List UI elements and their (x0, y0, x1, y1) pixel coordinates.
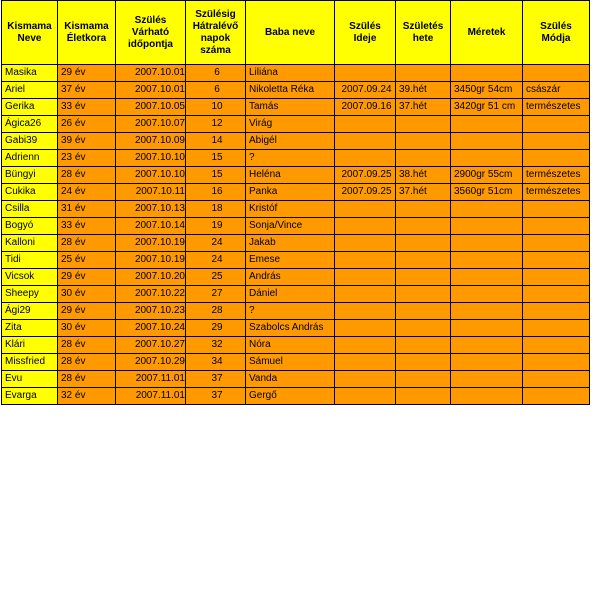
cell-days-left[interactable]: 18 (186, 201, 246, 218)
cell-birth-mode[interactable]: természetes (523, 167, 590, 184)
cell-mother-age[interactable]: 28 év (58, 354, 116, 371)
cell-birth-week[interactable] (396, 150, 451, 167)
cell-measurements[interactable]: 3450gr 54cm (451, 82, 523, 99)
cell-birth-week[interactable]: 38.hét (396, 167, 451, 184)
cell-measurements[interactable] (451, 269, 523, 286)
cell-measurements[interactable] (451, 116, 523, 133)
cell-birth-week[interactable]: 37.hét (396, 184, 451, 201)
cell-mother-name[interactable]: Bogyó (2, 218, 58, 235)
cell-mother-name[interactable]: Ariel (2, 82, 58, 99)
cell-birth-week[interactable] (396, 235, 451, 252)
cell-baby-name[interactable]: Dániel (246, 286, 335, 303)
cell-mother-name[interactable]: Evu (2, 371, 58, 388)
cell-days-left[interactable]: 37 (186, 388, 246, 405)
cell-measurements[interactable] (451, 371, 523, 388)
cell-baby-name[interactable]: Tamás (246, 99, 335, 116)
cell-birth-mode[interactable] (523, 218, 590, 235)
cell-baby-name[interactable]: ? (246, 150, 335, 167)
cell-days-left[interactable]: 32 (186, 337, 246, 354)
cell-birth-date[interactable] (335, 218, 396, 235)
cell-birth-date[interactable] (335, 65, 396, 82)
cell-due-date[interactable]: 2007.10.11 (116, 184, 186, 201)
cell-due-date[interactable]: 2007.11.01 (116, 388, 186, 405)
cell-due-date[interactable]: 2007.10.10 (116, 167, 186, 184)
cell-birth-mode[interactable] (523, 320, 590, 337)
table-row (2, 337, 590, 354)
cell-mother-age[interactable]: 31 év (58, 201, 116, 218)
cell-measurements[interactable] (451, 218, 523, 235)
cell-days-left[interactable]: 27 (186, 286, 246, 303)
cell-due-date[interactable]: 2007.11.01 (116, 371, 186, 388)
cell-measurements[interactable] (451, 286, 523, 303)
cell-mother-age[interactable]: 39 év (58, 133, 116, 150)
table-row (2, 65, 590, 82)
cell-birth-date[interactable] (335, 252, 396, 269)
cell-birth-date[interactable] (335, 286, 396, 303)
table-row (2, 354, 590, 371)
cell-days-left[interactable]: 25 (186, 269, 246, 286)
table-row (2, 235, 590, 252)
cell-baby-name[interactable]: Abigél (246, 133, 335, 150)
cell-mother-age[interactable]: 30 év (58, 286, 116, 303)
cell-birth-week[interactable] (396, 354, 451, 371)
header-mother-age: Kismama Életkora (58, 1, 116, 65)
cell-birth-date[interactable] (335, 269, 396, 286)
cell-birth-date[interactable] (335, 371, 396, 388)
cell-birth-mode[interactable] (523, 65, 590, 82)
header-measurements: Méretek (451, 1, 523, 65)
cell-due-date[interactable]: 2007.10.14 (116, 218, 186, 235)
table-row (2, 167, 590, 184)
cell-baby-name[interactable]: Kristóf (246, 201, 335, 218)
cell-birth-week[interactable] (396, 116, 451, 133)
table-row (2, 286, 590, 303)
cell-baby-name[interactable]: Szabolcs András (246, 320, 335, 337)
cell-measurements[interactable] (451, 235, 523, 252)
cell-birth-week[interactable] (396, 286, 451, 303)
cell-baby-name[interactable]: Sonja/Vince (246, 218, 335, 235)
cell-baby-name[interactable]: Gergő (246, 388, 335, 405)
cell-measurements[interactable] (451, 303, 523, 320)
header-baby-name: Baba neve (246, 1, 335, 65)
cell-measurements[interactable] (451, 150, 523, 167)
cell-birth-mode[interactable] (523, 269, 590, 286)
cell-baby-name[interactable]: Nikoletta Réka (246, 82, 335, 99)
table-row (2, 133, 590, 150)
cell-mother-name[interactable]: Tidi (2, 252, 58, 269)
cell-baby-name[interactable]: Vanda (246, 371, 335, 388)
cell-mother-name[interactable]: Zita (2, 320, 58, 337)
cell-birth-date[interactable]: 2007.09.25 (335, 167, 396, 184)
cell-birth-week[interactable] (396, 269, 451, 286)
cell-birth-date[interactable] (335, 337, 396, 354)
cell-birth-week[interactable] (396, 65, 451, 82)
cell-measurements[interactable] (451, 337, 523, 354)
header-birth-date: Szülés Ideje (335, 1, 396, 65)
cell-mother-age[interactable]: 29 év (58, 303, 116, 320)
cell-baby-name[interactable]: András (246, 269, 335, 286)
cell-days-left[interactable]: 37 (186, 371, 246, 388)
cell-baby-name[interactable]: Emese (246, 252, 335, 269)
cell-mother-name[interactable]: Gerika (2, 99, 58, 116)
cell-mother-name[interactable]: Adrienn (2, 150, 58, 167)
cell-mother-age[interactable]: 26 év (58, 116, 116, 133)
cell-birth-date[interactable]: 2007.09.16 (335, 99, 396, 116)
cell-birth-mode[interactable] (523, 388, 590, 405)
cell-birth-week[interactable] (396, 388, 451, 405)
cell-baby-name[interactable]: Jakab (246, 235, 335, 252)
cell-birth-date[interactable] (335, 303, 396, 320)
cell-mother-name[interactable]: Klári (2, 337, 58, 354)
table-row (2, 252, 590, 269)
cell-mother-name[interactable]: Sheepy (2, 286, 58, 303)
cell-mother-age[interactable]: 28 év (58, 371, 116, 388)
cell-due-date[interactable]: 2007.10.27 (116, 337, 186, 354)
cell-days-left[interactable]: 28 (186, 303, 246, 320)
cell-measurements[interactable] (451, 252, 523, 269)
cell-birth-date[interactable] (335, 150, 396, 167)
cell-birth-mode[interactable] (523, 252, 590, 269)
cell-days-left[interactable]: 6 (186, 82, 246, 99)
cell-birth-mode[interactable] (523, 201, 590, 218)
cell-days-left[interactable]: 14 (186, 133, 246, 150)
header-mother-name: Kismama Neve (2, 1, 58, 65)
cell-due-date[interactable]: 2007.10.05 (116, 99, 186, 116)
cell-baby-name[interactable]: Panka (246, 184, 335, 201)
cell-due-date[interactable]: 2007.10.10 (116, 150, 186, 167)
cell-birth-date[interactable] (335, 201, 396, 218)
cell-days-left[interactable]: 34 (186, 354, 246, 371)
cell-mother-name[interactable]: Vicsok (2, 269, 58, 286)
cell-measurements[interactable] (451, 388, 523, 405)
cell-birth-date[interactable] (335, 235, 396, 252)
table-row (2, 269, 590, 286)
header-row (2, 1, 590, 65)
cell-mother-name[interactable]: Gabi39 (2, 133, 58, 150)
cell-mother-age[interactable]: 33 év (58, 99, 116, 116)
cell-birth-mode[interactable]: császár (523, 82, 590, 99)
cell-birth-mode[interactable] (523, 354, 590, 371)
cell-birth-mode[interactable] (523, 337, 590, 354)
cell-birth-week[interactable] (396, 133, 451, 150)
cell-mother-name[interactable]: Ágica26 (2, 116, 58, 133)
header-birth-mode: Szülés Módja (523, 1, 590, 65)
table-row (2, 82, 590, 99)
table-row (2, 201, 590, 218)
cell-days-left[interactable]: 15 (186, 150, 246, 167)
cell-mother-name[interactable]: Ági29 (2, 303, 58, 320)
cell-birth-week[interactable] (396, 303, 451, 320)
cell-mother-age[interactable]: 28 év (58, 235, 116, 252)
header-birth-week: Születés hete (396, 1, 451, 65)
cell-mother-age[interactable]: 29 év (58, 65, 116, 82)
cell-birth-date[interactable] (335, 320, 396, 337)
cell-mother-name[interactable]: Missfried (2, 354, 58, 371)
cell-measurements[interactable]: 2900gr 55cm (451, 167, 523, 184)
cell-days-left[interactable]: 24 (186, 235, 246, 252)
cell-birth-mode[interactable] (523, 133, 590, 150)
cell-birth-week[interactable] (396, 252, 451, 269)
cell-baby-name[interactable]: Virág (246, 116, 335, 133)
cell-baby-name[interactable]: Nóra (246, 337, 335, 354)
table-row (2, 303, 590, 320)
cell-mother-name[interactable]: Evarga (2, 388, 58, 405)
header-days-left: Szülésig Hátralévő napok száma (186, 1, 246, 65)
cell-due-date[interactable]: 2007.10.19 (116, 235, 186, 252)
cell-birth-mode[interactable] (523, 286, 590, 303)
cell-days-left[interactable]: 19 (186, 218, 246, 235)
cell-due-date[interactable]: 2007.10.01 (116, 82, 186, 99)
cell-days-left[interactable]: 10 (186, 99, 246, 116)
table-row (2, 320, 590, 337)
cell-mother-age[interactable]: 28 év (58, 167, 116, 184)
cell-days-left[interactable]: 16 (186, 184, 246, 201)
cell-birth-date[interactable] (335, 388, 396, 405)
cell-mother-age[interactable]: 24 év (58, 184, 116, 201)
cell-mother-name[interactable]: Büngyi (2, 167, 58, 184)
cell-birth-date[interactable] (335, 116, 396, 133)
cell-due-date[interactable]: 2007.10.07 (116, 116, 186, 133)
cell-mother-age[interactable]: 33 év (58, 218, 116, 235)
cell-due-date[interactable]: 2007.10.24 (116, 320, 186, 337)
cell-mother-name[interactable]: Csilla (2, 201, 58, 218)
cell-days-left[interactable]: 15 (186, 167, 246, 184)
cell-birth-week[interactable] (396, 371, 451, 388)
cell-measurements[interactable]: 3560gr 51cm (451, 184, 523, 201)
cell-birth-mode[interactable] (523, 150, 590, 167)
cell-baby-name[interactable]: Sámuel (246, 354, 335, 371)
cell-birth-week[interactable] (396, 218, 451, 235)
table-row (2, 150, 590, 167)
cell-birth-week[interactable]: 39.hét (396, 82, 451, 99)
cell-birth-week[interactable] (396, 320, 451, 337)
cell-birth-mode[interactable] (523, 371, 590, 388)
cell-mother-name[interactable]: Masika (2, 65, 58, 82)
cell-measurements[interactable]: 3420gr 51 cm (451, 99, 523, 116)
cell-measurements[interactable] (451, 65, 523, 82)
cell-due-date[interactable]: 2007.10.09 (116, 133, 186, 150)
table-row (2, 184, 590, 201)
cell-birth-week[interactable] (396, 201, 451, 218)
cell-due-date[interactable]: 2007.10.01 (116, 65, 186, 82)
cell-days-left[interactable]: 12 (186, 116, 246, 133)
cell-mother-age[interactable]: 23 év (58, 150, 116, 167)
cell-birth-week[interactable]: 37.hét (396, 99, 451, 116)
pregnancy-table (1, 0, 590, 405)
cell-measurements[interactable] (451, 133, 523, 150)
cell-due-date[interactable]: 2007.10.29 (116, 354, 186, 371)
table-row (2, 388, 590, 405)
cell-birth-date[interactable] (335, 133, 396, 150)
cell-mother-age[interactable]: 32 év (58, 388, 116, 405)
cell-mother-age[interactable]: 25 év (58, 252, 116, 269)
table-row (2, 99, 590, 116)
table-row (2, 371, 590, 388)
table-row (2, 116, 590, 133)
cell-baby-name[interactable]: ? (246, 303, 335, 320)
cell-mother-age[interactable]: 29 év (58, 269, 116, 286)
cell-birth-date[interactable] (335, 354, 396, 371)
cell-mother-name[interactable]: Kalloni (2, 235, 58, 252)
cell-days-left[interactable]: 29 (186, 320, 246, 337)
cell-due-date[interactable]: 2007.10.19 (116, 252, 186, 269)
cell-days-left[interactable]: 24 (186, 252, 246, 269)
cell-mother-age[interactable]: 28 év (58, 337, 116, 354)
header-due-date: Szülés Várható időpontja (116, 1, 186, 65)
cell-mother-age[interactable]: 37 év (58, 82, 116, 99)
cell-birth-mode[interactable] (523, 303, 590, 320)
cell-due-date[interactable]: 2007.10.23 (116, 303, 186, 320)
cell-due-date[interactable]: 2007.10.20 (116, 269, 186, 286)
cell-birth-date[interactable]: 2007.09.24 (335, 82, 396, 99)
cell-mother-name[interactable]: Cukika (2, 184, 58, 201)
cell-birth-date[interactable]: 2007.09.25 (335, 184, 396, 201)
table-row (2, 218, 590, 235)
cell-birth-mode[interactable]: természetes (523, 184, 590, 201)
cell-due-date[interactable]: 2007.10.13 (116, 201, 186, 218)
cell-days-left[interactable]: 6 (186, 65, 246, 82)
cell-birth-week[interactable] (396, 337, 451, 354)
cell-birth-mode[interactable]: természetes (523, 99, 590, 116)
cell-birth-mode[interactable] (523, 235, 590, 252)
cell-measurements[interactable] (451, 354, 523, 371)
cell-mother-age[interactable]: 30 év (58, 320, 116, 337)
cell-baby-name[interactable]: Heléna (246, 167, 335, 184)
cell-baby-name[interactable]: Liliána (246, 65, 335, 82)
cell-measurements[interactable] (451, 320, 523, 337)
cell-birth-mode[interactable] (523, 116, 590, 133)
cell-due-date[interactable]: 2007.10.22 (116, 286, 186, 303)
cell-measurements[interactable] (451, 201, 523, 218)
